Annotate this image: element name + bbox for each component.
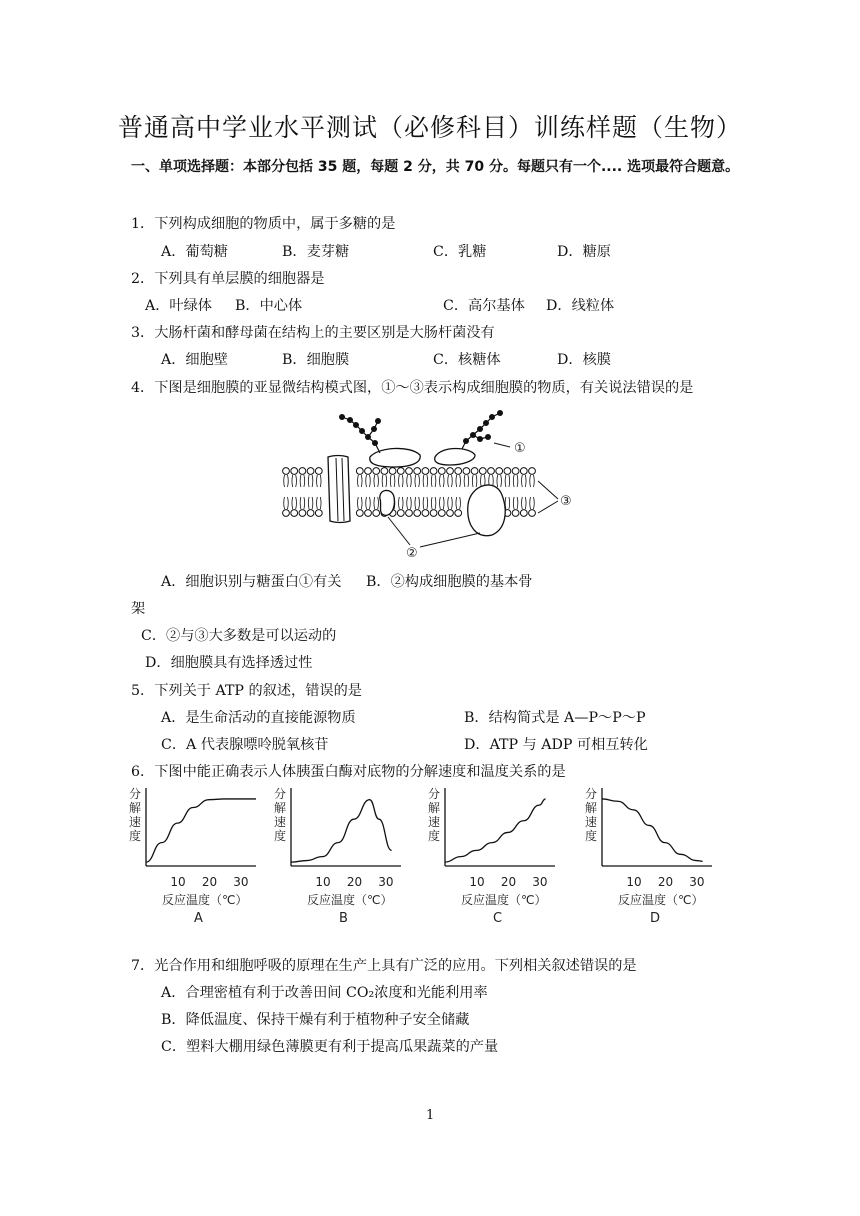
chart-a [129,786,256,926]
phospholipid-head [307,510,314,517]
series-line [146,799,256,862]
q3-option-d[interactable]: D．核膜 [557,352,611,368]
y-axis-label-char: 解 [129,801,142,815]
phospholipid-head [422,468,429,475]
y-axis-label-char: 速 [129,815,142,829]
phospholipid-tail [440,475,445,487]
q1-option-c[interactable]: C．乳糖 [433,244,487,260]
label-1: ① [514,441,526,456]
question-6-stem: 6．下图中能正确表示人体胰蛋白酶对底物的分解速度和温度关系的是 [131,764,566,780]
phospholipid-head [438,510,445,517]
phospholipid-head [512,510,519,517]
phospholipid-tail [448,475,453,487]
phospholipid-tail [407,475,412,487]
q3-option-c[interactable]: C．核糖体 [433,352,501,368]
phospholipid-tail [317,475,322,487]
phospholipid-tail [513,475,518,487]
phospholipid-tail [308,475,313,487]
phospholipid-head [430,510,437,517]
q5-option-c[interactable]: C．A 代表腺嘌呤脱氧核苷 [161,737,329,753]
phospholipid-tail [505,475,510,487]
phospholipid-tail [284,497,289,509]
phospholipid-tail [415,497,420,509]
y-axis-label-char: 速 [274,815,287,829]
phospholipid-head [406,468,413,475]
glycoprotein-chain-left [339,414,381,453]
phospholipid-tail [497,475,502,487]
phospholipid-head [520,468,527,475]
phospholipid-tail [399,497,404,509]
y-axis-label-char: 度 [129,829,142,843]
phospholipid-tail [366,475,371,487]
phospholipid-tail [374,497,379,509]
phospholipid-tail [284,475,289,487]
phospholipid-head [299,468,306,475]
question-2-stem: 2．下列具有单层膜的细胞器是 [131,271,325,287]
y-axis-label-char: 分 [129,787,142,801]
y-axis-label-char: 速 [428,815,441,829]
phospholipid-head [447,468,454,475]
q7-option-a[interactable]: A．合理密植有利于改善田间 CO₂浓度和光能利用率 [161,985,488,1001]
q5-option-b[interactable]: B．结构简式是 A—P～P～P [464,710,646,726]
phospholipid-tail [456,497,461,509]
x-tick-label: 30 [378,875,394,889]
page-title: 普通高中学业水平测试（必修科目）训练样题（生物） [117,113,742,142]
phospholipid-head [315,468,322,475]
y-axis-label-char: 解 [585,801,598,815]
phospholipid-tail [358,497,363,509]
y-axis-label-char: 度 [274,829,287,843]
phospholipid-head [373,510,380,517]
embedded-protein-small [380,490,395,515]
x-tick-label: 20 [201,875,218,889]
temperature-charts [120,782,740,930]
phospholipid-tail [292,497,297,509]
phospholipid-head [512,468,519,475]
x-tick-label: 10 [315,875,331,889]
phospholipid-heads-top [283,468,536,487]
q1-option-b[interactable]: B．麦芽糖 [282,244,350,260]
chart-letter: B [339,911,348,926]
phospholipid-tail [522,475,527,487]
phospholipid-tail [423,497,428,509]
glycoprotein-chain-right [462,410,503,449]
y-axis-label-char: 分 [585,787,598,801]
x-tick-label: 10 [626,875,642,889]
phospholipid-tail [390,475,395,487]
phospholipid-tail [431,497,436,509]
surface-protein [370,448,420,467]
phospholipid-tail [448,497,453,509]
phospholipid-tail [308,497,313,509]
phospholipid-head [315,510,322,517]
phospholipid-tail [358,475,363,487]
x-tick-label: 10 [469,875,485,889]
question-1-stem: 1．下列构成细胞的物质中，属于多糖的是 [131,216,396,232]
q3-option-a[interactable]: A．细胞壁 [161,352,228,368]
phospholipid-tail [366,497,371,509]
question-5-stem: 5．下列关于 ATP 的叙述，错误的是 [131,683,362,699]
x-axis-label: 反应温度（℃） [618,893,704,907]
phospholipid-tail [300,475,305,487]
q2-option-b[interactable]: B．中心体 [235,298,303,314]
surface-protein-2 [435,449,475,466]
q5-option-a[interactable]: A．是生命活动的直接能源物质 [161,710,356,726]
x-axis-label: 反应温度（℃） [307,893,393,907]
phospholipid-head [447,510,454,517]
phospholipid-head [381,468,388,475]
phospholipid-head [291,510,298,517]
phospholipid-head [455,510,462,517]
phospholipid-head [291,468,298,475]
phospholipid-tail [522,497,527,509]
q2-option-d[interactable]: D．线粒体 [546,298,615,314]
q4-option-b-cont: 架 [131,601,146,617]
chart-c [428,786,555,926]
x-tick-label: 30 [233,875,249,889]
q1-option-d[interactable]: D．糖原 [557,244,611,260]
y-axis-label-char: 解 [274,801,287,815]
phospholipid-head [529,510,536,517]
chart-b [274,786,401,926]
phospholipid-tail [374,475,379,487]
phospholipid-head [397,510,404,517]
phospholipid-head [422,510,429,517]
q1-option-a[interactable]: A．葡萄糖 [161,244,228,260]
phospholipid-head [365,510,372,517]
q7-option-c[interactable]: C．塑料大棚用绿色薄膜更有利于提高瓜果蔬菜的产量 [161,1039,499,1055]
phospholipid-tail [317,497,322,509]
transmembrane-protein [328,456,350,523]
label-2: ② [406,546,418,561]
phospholipid-head [283,510,290,517]
phospholipid-tail [415,475,420,487]
phospholipid-head [529,468,536,475]
y-axis-label-char: 解 [428,801,441,815]
phospholipid-tail [431,475,436,487]
phospholipid-tail [292,475,297,487]
x-axis-label: 反应温度（℃） [162,893,248,907]
phospholipid-head [471,468,478,475]
phospholipid-head [479,468,486,475]
y-axis-label-char: 分 [428,787,441,801]
x-tick-label: 30 [532,875,548,889]
phospholipid-tail [300,497,305,509]
phospholipid-tail [464,475,469,487]
phospholipid-tail [456,475,461,487]
phospholipid-head [455,468,462,475]
phospholipid-head [406,510,413,517]
chart-letter: A [194,911,203,926]
cell-membrane-diagram [270,405,590,565]
phospholipid-head [414,468,421,475]
phospholipid-head [463,468,470,475]
x-axis-label: 反应温度（℃） [461,893,547,907]
q4-option-a[interactable]: A．细胞识别与糖蛋白①有关 [161,574,342,590]
q3-option-b[interactable]: B．细胞膜 [282,352,350,368]
phospholipid-head [504,468,511,475]
phospholipid-tail [407,497,412,509]
phospholipid-head [488,468,495,475]
phospholipid-tail [513,497,518,509]
series-line [291,800,392,862]
phospholipid-head [283,468,290,475]
chart-d [585,786,712,926]
phospholipid-tail [530,497,535,509]
x-tick-label: 20 [346,875,363,889]
phospholipid-head [397,468,404,475]
page-number: 1 [426,1108,435,1123]
x-tick-label: 30 [689,875,705,889]
phospholipid-head [365,468,372,475]
phospholipid-tail [530,475,535,487]
phospholipid-tail [382,475,387,487]
phospholipid-tail [472,475,477,487]
q7-option-b[interactable]: B．降低温度、保持干燥有利于植物种子安全储藏 [161,1012,470,1028]
q4-option-c[interactable]: C．②与③大多数是可以运动的 [141,628,337,644]
question-7-stem: 7．光合作用和细胞呼吸的原理在生产上具有广泛的应用。下列相关叙述错误的是 [131,958,637,974]
y-axis-label-char: 速 [585,815,598,829]
phospholipid-tail [505,497,510,509]
y-axis-label-char: 分 [274,787,287,801]
q4-option-d[interactable]: D．细胞膜具有选择透过性 [145,655,313,671]
embedded-protein-large [468,485,505,536]
q2-option-c[interactable]: C．高尔基体 [443,298,525,314]
phospholipid-head [356,468,363,475]
phospholipid-head [430,468,437,475]
phospholipid-head [389,468,396,475]
phospholipid-head [299,510,306,517]
x-tick-label: 20 [500,875,517,889]
phospholipid-head [496,468,503,475]
phospholipid-head [414,510,421,517]
y-axis-label-char: 度 [428,829,441,843]
phospholipid-tail [423,475,428,487]
q4-option-b[interactable]: B．②构成细胞膜的基本骨 [366,574,533,590]
y-axis-label-char: 度 [585,829,598,843]
phospholipid-head [307,468,314,475]
question-3-stem: 3．大肠杆菌和酵母菌在结构上的主要区别是大肠杆菌没有 [131,325,495,341]
phospholipid-tail [399,475,404,487]
phospholipid-head [356,510,363,517]
q5-option-d[interactable]: D．ATP 与 ADP 可相互转化 [464,737,648,753]
phospholipid-head [438,468,445,475]
question-4-stem: 4．下图是细胞膜的亚显微结构模式图，①～③表示构成细胞膜的物质，有关说法错误的是 [131,380,694,396]
phospholipid-head [373,468,380,475]
x-tick-label: 10 [170,875,186,889]
series-line [602,799,703,861]
phospholipid-head [520,510,527,517]
chart-letter: C [493,911,503,926]
series-line [445,799,546,862]
x-tick-label: 20 [657,875,674,889]
chart-letter: D [650,911,661,926]
label-3: ③ [560,494,572,509]
section-header: 一、单项选择题：本部分包括 35 题，每题 2 分，共 70 分。每题只有一个.... 选项最符合题意。 [131,159,740,175]
q2-option-a[interactable]: A．叶绿体 [145,298,212,314]
phospholipid-tail [440,497,445,509]
